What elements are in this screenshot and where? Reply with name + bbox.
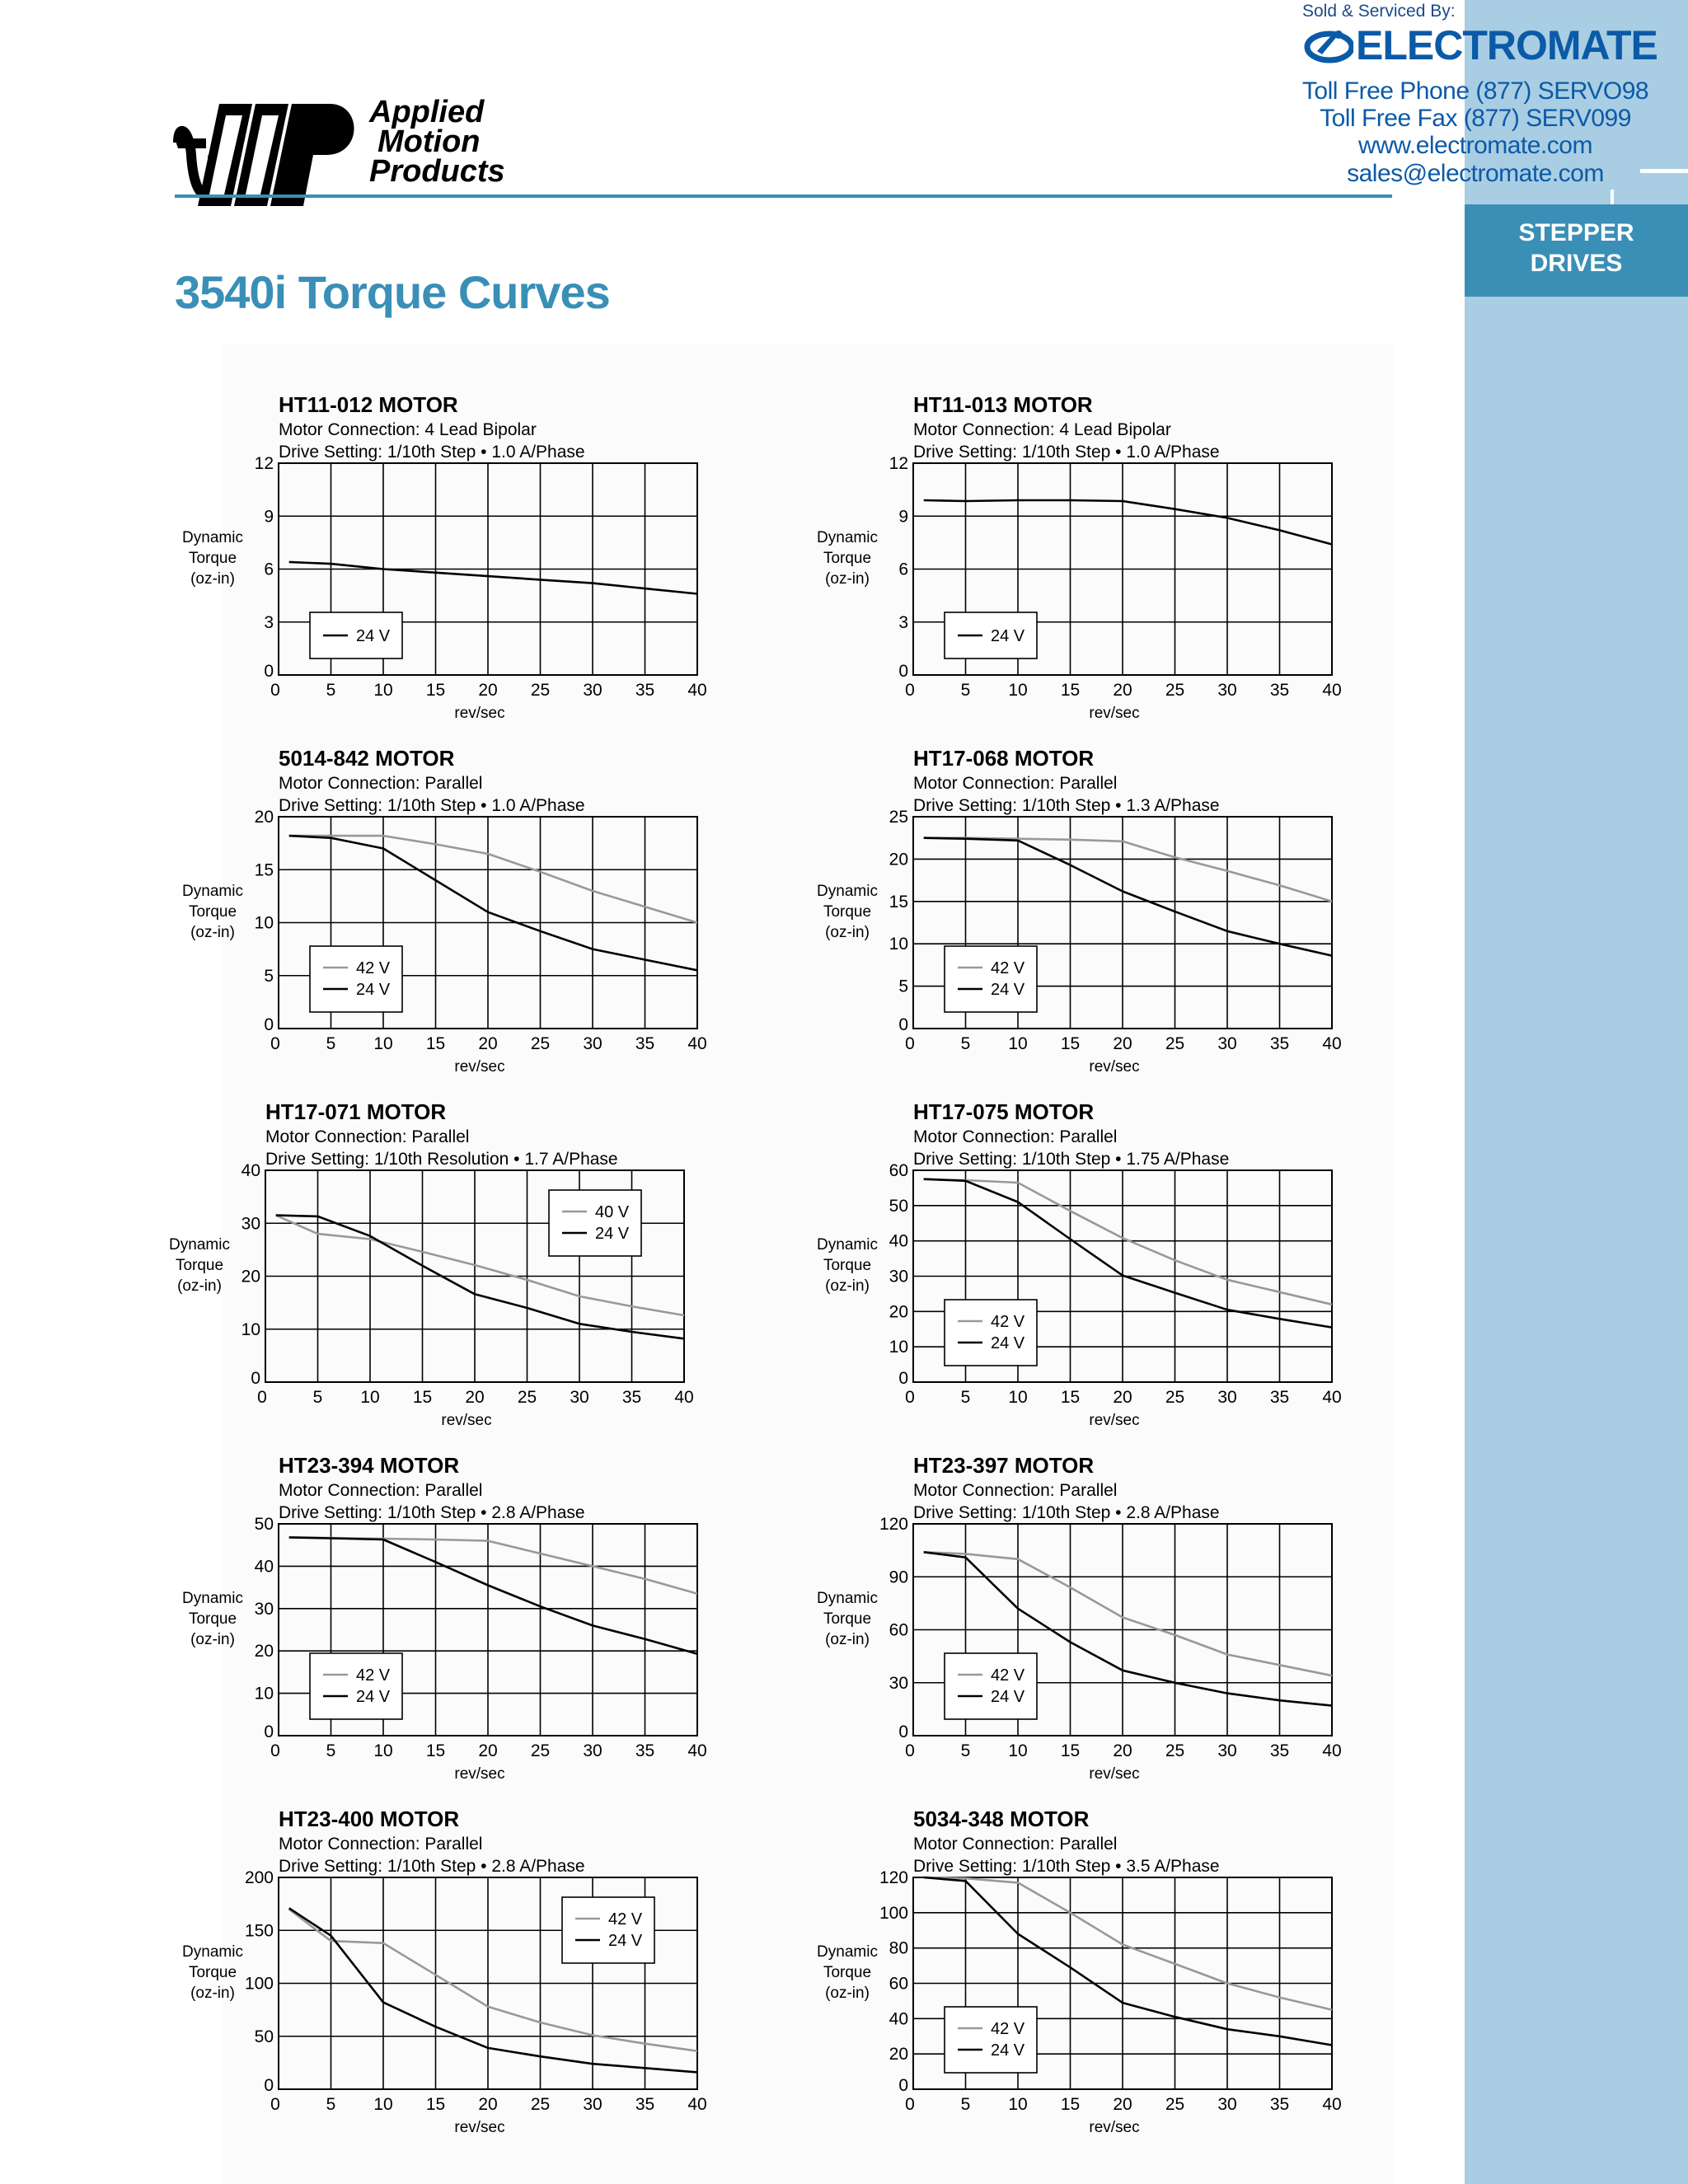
x-tick-label: 5 — [960, 2095, 971, 2114]
y-tick-label: 10 — [241, 1319, 260, 1339]
y-tick-label: 120 — [879, 1868, 908, 1887]
series-line-42v — [289, 836, 697, 922]
x-tick-label: 0 — [270, 2095, 280, 2114]
x-tick-label: 5 — [326, 681, 336, 700]
x-tick-label: 25 — [530, 681, 551, 700]
chart-title: HT23-394 MOTOR — [279, 1453, 460, 1478]
x-tick-label: 30 — [583, 2095, 603, 2114]
series-line-42v — [924, 838, 1332, 902]
y-tick-label: 10 — [889, 1338, 908, 1357]
y-tick-label: 100 — [879, 1903, 908, 1923]
y-axis-label-line: Dynamic — [817, 1236, 878, 1254]
chart-subtitle-drive: Drive Setting: 1/10th Step • 2.8 A/Phase — [279, 1503, 585, 1522]
y-tick-label: 6 — [264, 560, 274, 579]
section-tab-line2: DRIVES — [1530, 250, 1623, 277]
y-tick-label: 5 — [898, 977, 908, 996]
x-tick-label: 10 — [1008, 1388, 1028, 1407]
legend — [549, 1190, 641, 1256]
x-tick-label: 30 — [1217, 1388, 1237, 1407]
chart-subtitle-drive: Drive Setting: 1/10th Step • 2.8 A/Phase — [913, 1503, 1220, 1522]
legend-box — [310, 946, 402, 1012]
x-tick-label: 25 — [1165, 681, 1185, 700]
x-tick-label: 25 — [1165, 2095, 1185, 2114]
x-tick-label: 15 — [1060, 1034, 1081, 1053]
y-tick-label: 0 — [264, 2076, 274, 2095]
legend — [945, 1653, 1037, 1719]
x-tick-label: 15 — [1060, 681, 1081, 700]
y-axis-label-line: Dynamic — [817, 1943, 878, 1961]
y-tick-label: 30 — [889, 1267, 908, 1286]
legend-label: 24 V — [991, 1334, 1025, 1352]
legend-box — [549, 1190, 641, 1256]
x-tick-label: 40 — [1322, 1034, 1342, 1053]
chart-title: HT17-075 MOTOR — [913, 1099, 1095, 1124]
x-tick-label: 10 — [373, 681, 393, 700]
y-tick-label: 50 — [254, 1515, 274, 1534]
x-axis-label: rev/sec — [1089, 1765, 1140, 1783]
chart-subtitle-connection: Motor Connection: Parallel — [913, 774, 1118, 793]
legend — [310, 1653, 402, 1719]
legend-label: 42 V — [991, 1666, 1025, 1685]
x-tick-label: 25 — [1165, 1388, 1185, 1407]
x-tick-label: 35 — [635, 1741, 655, 1760]
y-tick-label: 10 — [254, 1684, 274, 1704]
y-axis-label-line: Torque — [823, 550, 872, 567]
y-tick-label: 10 — [889, 935, 908, 954]
legend — [945, 1300, 1037, 1366]
x-tick-label: 35 — [621, 1388, 642, 1407]
x-tick-label: 35 — [1269, 681, 1290, 700]
y-axis-label-line: Dynamic — [182, 529, 243, 546]
toll-free-fax: Toll Free Fax (877) SERV099 — [1320, 105, 1631, 132]
y-tick-label: 9 — [264, 507, 274, 527]
x-tick-label: 35 — [1269, 1741, 1290, 1760]
x-tick-label: 20 — [1113, 2095, 1132, 2114]
y-tick-label: 50 — [889, 1196, 908, 1216]
chart-7 — [182, 1453, 707, 1783]
x-tick-label: 0 — [905, 1741, 915, 1760]
legend-label: 24 V — [991, 627, 1025, 645]
x-tick-label: 10 — [1008, 1034, 1028, 1053]
x-tick-label: 40 — [1322, 2095, 1342, 2114]
x-tick-label: 40 — [1322, 681, 1342, 700]
email-link[interactable]: sales@electromate.com — [1347, 160, 1604, 187]
x-tick-label: 20 — [1113, 1388, 1132, 1407]
y-tick-label: 40 — [889, 2009, 908, 2029]
series-line-24v — [289, 1537, 697, 1653]
legend-label: 40 V — [595, 1203, 630, 1221]
legend-label: 24 V — [991, 2041, 1025, 2060]
x-tick-label: 35 — [635, 681, 655, 700]
series-line-24v — [289, 562, 697, 594]
y-tick-label: 0 — [898, 662, 908, 681]
x-tick-label: 30 — [1217, 1034, 1237, 1053]
x-tick-label: 5 — [960, 1034, 971, 1053]
x-tick-label: 0 — [270, 1034, 280, 1053]
y-tick-label: 12 — [889, 454, 908, 473]
legend — [310, 946, 402, 1012]
x-tick-label: 40 — [687, 1741, 707, 1760]
legend — [945, 2007, 1037, 2073]
x-tick-label: 30 — [570, 1388, 589, 1407]
y-tick-label: 0 — [898, 1369, 908, 1388]
y-tick-label: 100 — [244, 1974, 274, 1994]
y-axis-label-line: Dynamic — [182, 1590, 243, 1607]
y-tick-label: 0 — [898, 2076, 908, 2095]
x-axis-label: rev/sec — [1089, 705, 1140, 722]
x-tick-label: 40 — [687, 681, 707, 700]
x-tick-label: 20 — [478, 2095, 498, 2114]
y-axis-label-line: Dynamic — [817, 529, 878, 546]
x-axis-label: rev/sec — [454, 1765, 505, 1783]
logo-text-motion: Motion — [377, 124, 481, 159]
x-tick-label: 40 — [687, 2095, 707, 2114]
y-tick-label: 20 — [241, 1267, 260, 1286]
x-tick-label: 15 — [1060, 1388, 1081, 1407]
chart-title: HT17-071 MOTOR — [265, 1099, 447, 1124]
x-tick-label: 25 — [530, 2095, 551, 2114]
logo-text-products: Products — [369, 154, 505, 189]
x-tick-label: 15 — [425, 1741, 446, 1760]
series-line-42v — [924, 1877, 1332, 2010]
y-tick-label: 15 — [889, 892, 908, 912]
x-tick-label: 30 — [1217, 681, 1237, 700]
x-tick-label: 35 — [1269, 2095, 1290, 2114]
y-axis-label-line: Dynamic — [817, 1590, 878, 1607]
y-axis-label-line: (oz-in) — [825, 924, 870, 941]
x-tick-label: 15 — [425, 681, 446, 700]
x-tick-label: 30 — [1217, 1741, 1237, 1760]
legend-label: 24 V — [991, 1688, 1025, 1706]
y-axis-label-line: Dynamic — [169, 1236, 230, 1254]
x-tick-label: 35 — [1269, 1034, 1290, 1053]
sold-by-label: Sold & Serviced By: — [1302, 2, 1456, 21]
x-tick-label: 10 — [373, 2095, 393, 2114]
x-tick-label: 40 — [1322, 1741, 1342, 1760]
chart-title: HT23-400 MOTOR — [279, 1807, 460, 1831]
x-tick-label: 10 — [1008, 681, 1028, 700]
chart-subtitle-connection: Motor Connection: 4 Lead Bipolar — [913, 420, 1171, 439]
y-tick-label: 0 — [898, 1722, 908, 1741]
legend-label: 24 V — [608, 1932, 643, 1950]
y-tick-label: 20 — [254, 808, 274, 827]
y-axis-label-line: Torque — [188, 903, 237, 921]
y-tick-label: 30 — [889, 1673, 908, 1693]
chart-subtitle-connection: Motor Connection: Parallel — [279, 774, 483, 793]
legend — [310, 612, 402, 658]
y-axis-label-line: (oz-in) — [825, 1277, 870, 1295]
x-tick-label: 10 — [373, 1741, 393, 1760]
y-axis-label-line: (oz-in) — [190, 570, 235, 588]
x-tick-label: 15 — [425, 2095, 446, 2114]
y-tick-label: 6 — [898, 560, 908, 579]
legend-box — [945, 2007, 1037, 2073]
y-axis-label-line: (oz-in) — [190, 924, 235, 941]
y-tick-label: 20 — [889, 1302, 908, 1322]
y-axis-label-line: (oz-in) — [825, 1631, 870, 1648]
x-tick-label: 20 — [465, 1388, 485, 1407]
y-axis-label-line: (oz-in) — [190, 1985, 235, 2002]
x-tick-label: 25 — [517, 1388, 537, 1407]
y-axis-label-line: (oz-in) — [825, 570, 870, 588]
chart-subtitle-drive: Drive Setting: 1/10th Step • 1.75 A/Phase — [913, 1150, 1230, 1169]
legend-label: 42 V — [991, 959, 1025, 977]
chart-title: 5034-348 MOTOR — [913, 1807, 1090, 1831]
x-tick-label: 20 — [1113, 1741, 1132, 1760]
legend-label: 42 V — [991, 1313, 1025, 1331]
x-tick-label: 5 — [960, 1741, 971, 1760]
legend-label: 24 V — [595, 1225, 630, 1243]
legend — [945, 946, 1037, 1012]
legend-label: 24 V — [991, 981, 1025, 999]
y-tick-label: 80 — [889, 1938, 908, 1958]
y-tick-label: 200 — [244, 1868, 274, 1887]
y-tick-label: 9 — [898, 507, 908, 527]
legend-label: 24 V — [356, 981, 391, 999]
x-tick-label: 40 — [674, 1388, 694, 1407]
y-tick-label: 40 — [254, 1557, 274, 1577]
y-axis-label-line: (oz-in) — [825, 1985, 870, 2002]
y-tick-label: 5 — [264, 966, 274, 986]
series-line-42v — [924, 1179, 1332, 1305]
legend-label: 24 V — [356, 627, 391, 645]
x-axis-label: rev/sec — [454, 705, 505, 722]
chart-5 — [169, 1099, 694, 1429]
x-tick-label: 10 — [1008, 1741, 1028, 1760]
x-tick-label: 5 — [960, 681, 971, 700]
y-tick-label: 20 — [254, 1642, 274, 1661]
x-tick-label: 5 — [326, 1741, 336, 1760]
x-tick-label: 30 — [583, 681, 603, 700]
x-axis-label: rev/sec — [1089, 1058, 1140, 1076]
y-tick-label: 3 — [898, 612, 908, 632]
legend — [945, 612, 1037, 658]
x-tick-label: 0 — [905, 1388, 915, 1407]
chart-subtitle-drive: Drive Setting: 1/10th Step • 2.8 A/Phase — [279, 1857, 585, 1876]
chart-subtitle-connection: Motor Connection: Parallel — [279, 1481, 483, 1500]
y-axis-label-line: (oz-in) — [190, 1631, 235, 1648]
x-tick-label: 0 — [270, 1741, 280, 1760]
y-axis-label-line: Torque — [188, 550, 237, 567]
y-axis-label-line: Torque — [188, 1610, 237, 1628]
chart-title: HT23-397 MOTOR — [913, 1453, 1095, 1478]
legend-box — [310, 1653, 402, 1719]
y-tick-label: 0 — [264, 1722, 274, 1741]
x-tick-label: 10 — [360, 1388, 380, 1407]
y-tick-label: 0 — [251, 1369, 260, 1388]
y-axis-label-line: Torque — [823, 1610, 872, 1628]
y-axis-label-line: Dynamic — [182, 883, 243, 900]
x-tick-label: 20 — [478, 681, 498, 700]
x-tick-label: 10 — [1008, 2095, 1028, 2114]
legend — [562, 1897, 654, 1963]
x-tick-label: 30 — [583, 1741, 603, 1760]
x-tick-label: 15 — [425, 1034, 446, 1053]
x-tick-label: 25 — [530, 1034, 551, 1053]
y-axis-label-line: Dynamic — [182, 1943, 243, 1961]
legend-label: 42 V — [356, 959, 391, 977]
x-axis-label: rev/sec — [454, 2119, 505, 2136]
x-tick-label: 5 — [326, 2095, 336, 2114]
y-tick-label: 0 — [264, 662, 274, 681]
y-axis-label-line: Torque — [823, 1257, 872, 1274]
legend-label: 24 V — [356, 1688, 391, 1706]
x-tick-label: 15 — [1060, 1741, 1081, 1760]
chart-subtitle-drive: Drive Setting: 1/10th Step • 1.0 A/Phase — [279, 443, 585, 462]
chart-3 — [182, 746, 707, 1076]
chart-subtitle-connection: Motor Connection: Parallel — [265, 1127, 470, 1146]
y-tick-label: 20 — [889, 850, 908, 869]
toll-free-phone: Toll Free Phone (877) SERVO98 — [1301, 77, 1649, 105]
chart-subtitle-drive: Drive Setting: 1/10th Resolution • 1.7 A/Phase — [265, 1150, 618, 1169]
chart-4 — [817, 746, 1342, 1076]
y-tick-label: 3 — [264, 612, 274, 632]
series-line-24v — [924, 500, 1332, 545]
chart-9 — [182, 1807, 707, 2136]
x-tick-label: 15 — [412, 1388, 433, 1407]
y-tick-label: 60 — [889, 1161, 908, 1180]
x-tick-label: 0 — [270, 681, 280, 700]
y-tick-label: 40 — [241, 1161, 260, 1180]
legend-box — [945, 946, 1037, 1012]
x-tick-label: 25 — [530, 1741, 551, 1760]
x-tick-label: 5 — [326, 1034, 336, 1053]
chart-subtitle-drive: Drive Setting: 1/10th Step • 1.3 A/Phase — [913, 796, 1220, 815]
chart-subtitle-connection: Motor Connection: Parallel — [913, 1835, 1118, 1854]
chart-10 — [817, 1807, 1342, 2136]
legend-box — [562, 1897, 654, 1963]
legend-label: 42 V — [356, 1666, 391, 1685]
page-title: 3540i Torque Curves — [175, 266, 610, 318]
chart-8 — [817, 1453, 1342, 1783]
chart-title: 5014-842 MOTOR — [279, 746, 455, 771]
x-tick-label: 40 — [687, 1034, 707, 1053]
y-tick-label: 60 — [889, 1620, 908, 1640]
chart-subtitle-connection: Motor Connection: Parallel — [913, 1127, 1118, 1146]
x-tick-label: 20 — [478, 1741, 498, 1760]
x-tick-label: 20 — [478, 1034, 498, 1053]
y-axis-label-line: Torque — [175, 1257, 224, 1274]
y-tick-label: 60 — [889, 1974, 908, 1994]
y-tick-label: 50 — [254, 2027, 274, 2046]
legend-box — [945, 1653, 1037, 1719]
chart-1 — [182, 392, 707, 722]
y-tick-label: 0 — [264, 1015, 274, 1034]
y-axis-label-line: Torque — [823, 1964, 872, 1981]
x-tick-label: 5 — [960, 1388, 971, 1407]
chart-subtitle-connection: Motor Connection: Parallel — [279, 1835, 483, 1854]
x-tick-label: 40 — [1322, 1388, 1342, 1407]
y-axis-label-line: Dynamic — [817, 883, 878, 900]
y-axis-label-line: Torque — [823, 903, 872, 921]
y-tick-label: 40 — [889, 1231, 908, 1251]
x-tick-label: 20 — [1113, 681, 1132, 700]
chart-subtitle-drive: Drive Setting: 1/10th Step • 1.0 A/Phase — [913, 443, 1220, 462]
legend-box — [945, 1300, 1037, 1366]
chart-2 — [817, 392, 1342, 722]
y-axis-label-line: Torque — [188, 1964, 237, 1981]
electromate-wordmark: ELECTROMATE — [1356, 22, 1658, 68]
x-tick-label: 0 — [905, 1034, 915, 1053]
y-tick-label: 30 — [241, 1214, 260, 1234]
x-tick-label: 25 — [1165, 1741, 1185, 1760]
x-tick-label: 5 — [312, 1388, 323, 1407]
y-tick-label: 120 — [879, 1515, 908, 1534]
x-tick-label: 30 — [1217, 2095, 1237, 2114]
x-tick-label: 20 — [1113, 1034, 1132, 1053]
section-tab-line1: STEPPER — [1518, 219, 1634, 246]
y-tick-label: 150 — [244, 1921, 274, 1941]
y-tick-label: 10 — [254, 913, 274, 933]
logo-text-applied: Applied — [369, 95, 485, 129]
x-tick-label: 0 — [257, 1388, 267, 1407]
x-tick-label: 0 — [905, 681, 915, 700]
series-line-24v — [924, 838, 1332, 956]
y-tick-label: 25 — [889, 808, 908, 827]
y-tick-label: 15 — [254, 860, 274, 880]
chart-subtitle-drive: Drive Setting: 1/10th Step • 1.0 A/Phase — [279, 796, 585, 815]
legend-label: 42 V — [608, 1910, 643, 1929]
chart-6 — [817, 1099, 1342, 1429]
chart-subtitle-connection: Motor Connection: 4 Lead Bipolar — [279, 420, 537, 439]
x-tick-label: 25 — [1165, 1034, 1185, 1053]
chart-subtitle-connection: Motor Connection: Parallel — [913, 1481, 1118, 1500]
y-axis-label-line: (oz-in) — [177, 1277, 222, 1295]
x-tick-label: 30 — [583, 1034, 603, 1053]
x-tick-label: 10 — [373, 1034, 393, 1053]
y-tick-label: 12 — [254, 454, 274, 473]
x-axis-label: rev/sec — [441, 1412, 492, 1429]
y-tick-label: 0 — [898, 1015, 908, 1034]
website-link[interactable]: www.electromate.com — [1358, 132, 1592, 159]
y-tick-label: 90 — [889, 1568, 908, 1587]
y-tick-label: 30 — [254, 1599, 274, 1619]
x-axis-label: rev/sec — [1089, 1412, 1140, 1429]
x-tick-label: 35 — [635, 1034, 655, 1053]
chart-title: HT11-012 MOTOR — [279, 392, 458, 417]
x-axis-label: rev/sec — [454, 1058, 505, 1076]
x-axis-label: rev/sec — [1089, 2119, 1140, 2136]
chart-title: HT11-013 MOTOR — [913, 392, 1093, 417]
y-tick-label: 20 — [889, 2045, 908, 2064]
x-tick-label: 15 — [1060, 2095, 1081, 2114]
chart-subtitle-drive: Drive Setting: 1/10th Step • 3.5 A/Phase — [913, 1857, 1220, 1876]
chart-title: HT17-068 MOTOR — [913, 746, 1095, 771]
x-tick-label: 35 — [635, 2095, 655, 2114]
legend-label: 42 V — [991, 2020, 1025, 2038]
x-tick-label: 0 — [905, 2095, 915, 2114]
x-tick-label: 35 — [1269, 1388, 1290, 1407]
